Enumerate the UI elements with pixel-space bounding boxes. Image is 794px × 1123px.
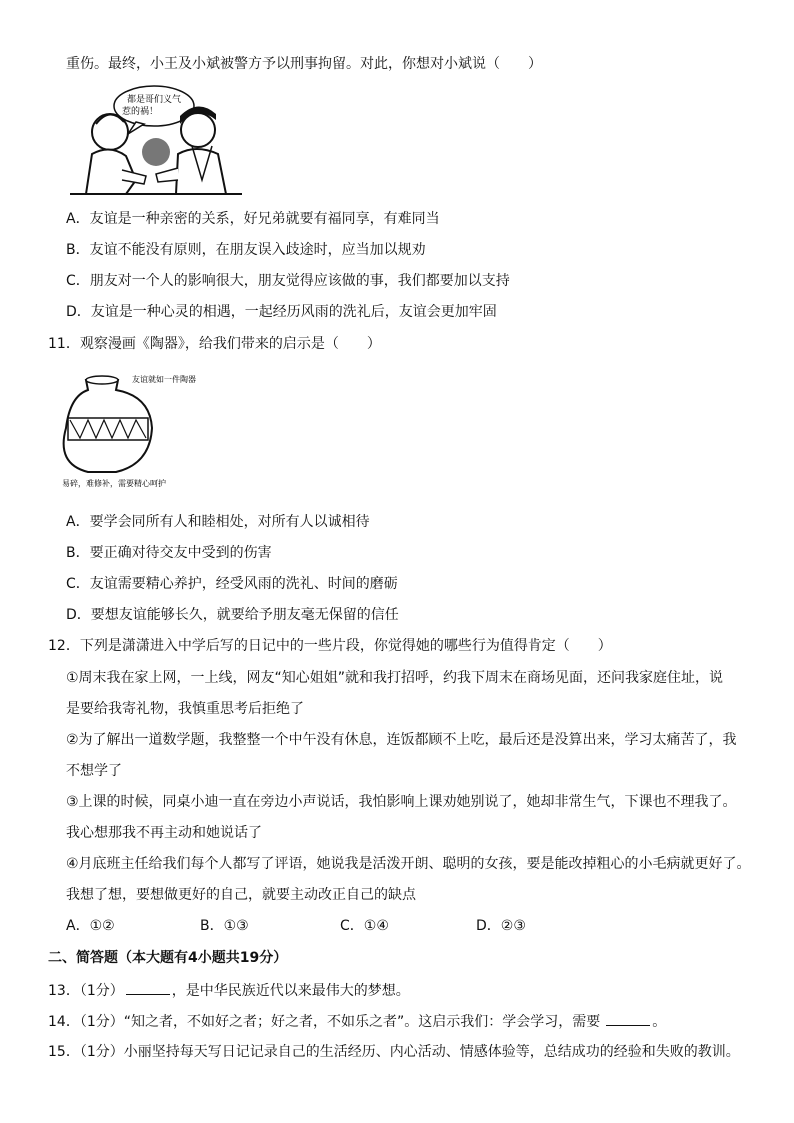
q12-item-4-line1: ④月底班主任给我们每个人都写了评语，她说我是活泼开朗、聪明的女孩，要是能改掉粗心的小毛病就更好了。 — [66, 856, 751, 872]
cartoon-bubble-line1: 都是哥们义气 — [126, 95, 182, 105]
q12-choice-d: D．②③ — [476, 918, 526, 934]
cartoon-bubble-line2: 惹的祸！ — [121, 107, 159, 117]
pottery-cartoon-image — [62, 368, 196, 494]
q11-stem: 11．观察漫画《陶器》，给我们带来的启示是（ ） — [48, 336, 381, 352]
section-title: 二、简答题（本大题有4小题共19分） — [48, 950, 288, 966]
q11-option-d: D．要想友谊能够长久，就要给予朋友毫无保留的信任 — [66, 607, 399, 623]
q13-answer-blank — [126, 980, 170, 995]
q12-choice-a: A．①② — [66, 918, 115, 934]
q12-choice-c: C．①④ — [340, 918, 389, 934]
vase-caption: 友谊就如一件陶器 — [132, 375, 196, 384]
q10-stem: 重伤。最终，小王及小斌被警方予以刑事拘留。对此，你想对小斌说（ ） — [66, 56, 542, 72]
q10-option-c: C．朋友对一个人的影响很大，朋友觉得应该做的事，我们都要加以支持 — [66, 273, 510, 289]
q14-text: 14．（1分）“知之者，不如好之者；好之者，不如乐之者”。这启示我们：学会学习，需要 — [48, 1014, 601, 1030]
vase-caption-bottom: 易碎，难修补，需要精心呵护 — [62, 479, 166, 488]
q13-prefix: 13．（1分） — [48, 983, 124, 999]
q10-option-b: B．友谊不能没有原则，在朋友误入歧途时，应当加以规劝 — [66, 242, 426, 258]
q12-item-3-line1: ③上课的时候，同桌小迪一直在旁边小声说话，我怕影响上课劝她别说了，她却非常生气，下课也不理我了。 — [66, 794, 737, 810]
q11-option-c: C．友谊需要精心养护，经受风雨的洗礼、时间的磨砺 — [66, 576, 398, 592]
q12-item-2-line1: ②为了解出一道数学题，我整整一个中午没有休息，连饭都顾不上吃，最后还是没算出来，学习太痛苦了，我 — [66, 732, 737, 748]
q14-answer-blank — [606, 1011, 650, 1026]
q12-choice-b: B．①③ — [200, 918, 249, 934]
q10-option-a: A．友谊是一种亲密的关系，好兄弟就要有福同享，有难同当 — [66, 211, 440, 227]
q15-text: 15．（1分）小丽坚持每天写日记记录自己的生活经历、内心活动、情感体验等，总结成功的经验和失败的教训。 — [48, 1044, 740, 1060]
q12-item-2-line2: 不想学了 — [66, 763, 122, 779]
q12-item-1-line1: ①周末我在家上网，一上线，网友“知心姐姐”就和我打招呼，约我下周末在商场见面，还问我家庭住址，说 — [66, 670, 724, 686]
q13 — [48, 980, 410, 1001]
q12-stem: 12．下列是潇潇进入中学后写的日记中的一些片段，你觉得她的哪些行为值得肯定（ ） — [48, 638, 612, 654]
q14-suffix: 。 — [652, 1014, 667, 1030]
q14 — [48, 1011, 666, 1032]
q12-item-4-line2: 我想了想，要想做更好的自己，就要主动改正自己的缺点 — [66, 887, 416, 903]
q11-option-b: B．要正确对待交友中受到的伤害 — [66, 545, 272, 561]
q13-suffix: ，是中华民族近代以来最伟大的梦想。 — [171, 983, 410, 999]
q10-option-d: D．友谊是一种心灵的相遇，一起经历风雨的洗礼后，友谊会更加牢固 — [66, 304, 497, 320]
friendship-cartoon-image — [66, 84, 246, 200]
q11-option-a: A．要学会同所有人和睦相处，对所有人以诚相待 — [66, 514, 370, 530]
q12-item-1-line2: 是要给我寄礼物，我慎重思考后拒绝了 — [66, 701, 304, 717]
q12-item-3-line2: 我心想那我不再主动和她说话了 — [66, 825, 262, 841]
